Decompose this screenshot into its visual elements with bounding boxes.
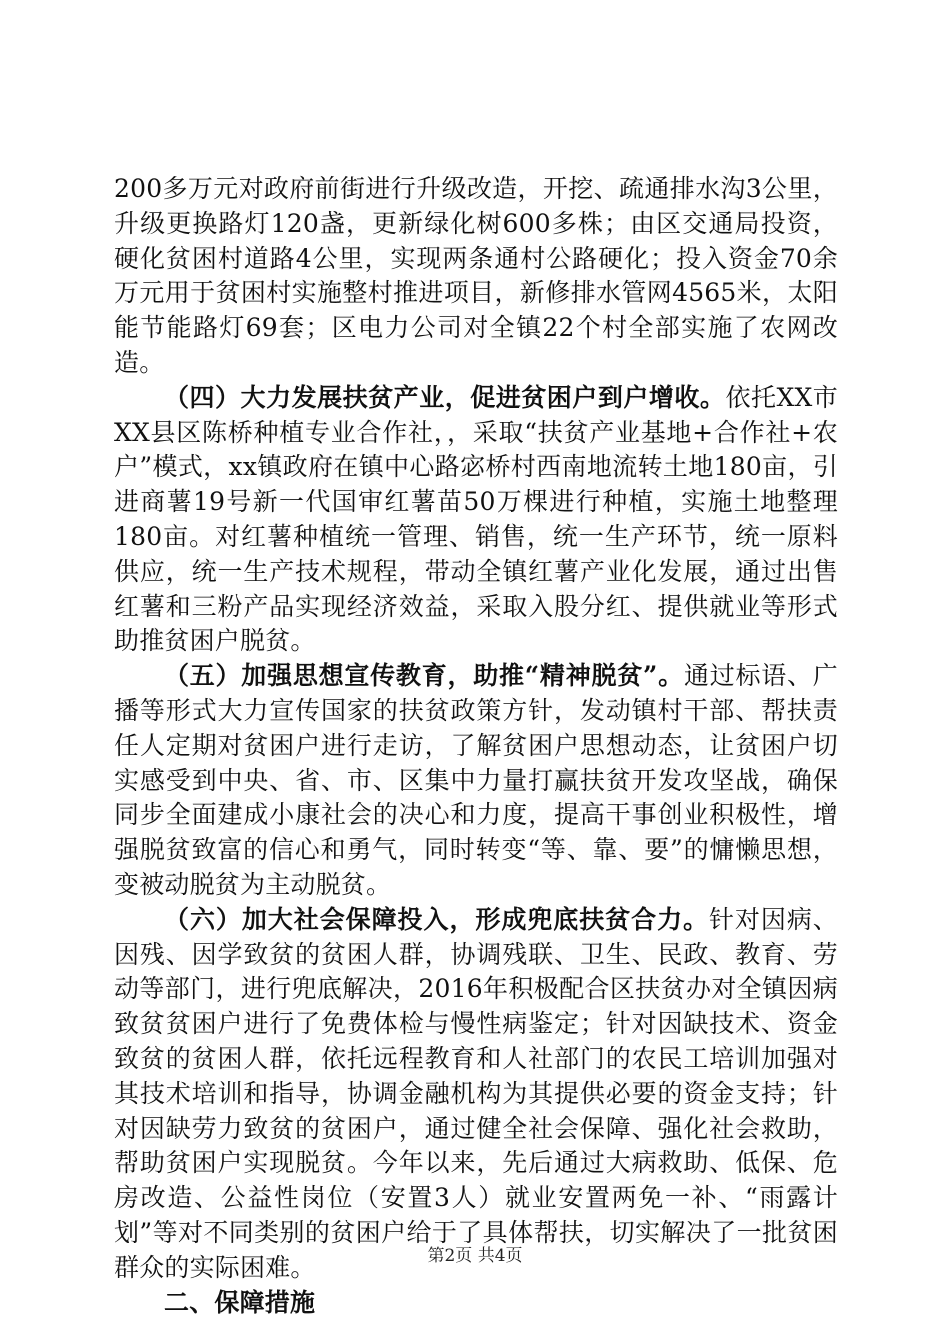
paragraph-social-security bbox=[114, 903, 838, 1286]
paragraph-lead: （四）大力发展扶贫产业，促进贫困户到户增收。 bbox=[164, 382, 726, 412]
paragraph-lead: （五）加强思想宣传教育，助推“精神脱贫”。 bbox=[164, 661, 684, 691]
paragraph-text: 通过标语、广播等形式大力宣传国家的扶贫政策方针，发动镇村干部、帮扶责任人定期对贫困户进行走访，了解贫困户思想动态，让贫困户切实感受到中央、省、市、区集中力量打赢扶贫开发攻坚战，确保同步全面建成小康社会的决心和力度，提高干事创业积极性，增强脱贫致富的信心和勇气，同时转变“等、靠、要”的慵懒思想，变被动脱贫为主动脱贫。 bbox=[114, 661, 839, 899]
paragraph-ideological-education bbox=[114, 659, 838, 903]
paragraph-text: 200多万元对政府前街进行升级改造，开挖、疏通排水沟3公里，升级更换路灯120盏，更新绿化树600多株；由区交通局投资，硬化贫困村道路4公里，实现两条通村公路硬化；投入资金70余万元用于贫困村实施整村推进项目，新修排水管网4565米，太阳能节能路灯69套；区电力公司对全镇22个村全部实施了农网改造。 bbox=[114, 174, 838, 377]
paragraph-poverty-industry bbox=[114, 381, 838, 659]
document-body bbox=[114, 172, 838, 1320]
paragraph-text: 针对因病、因残、因学致贫的贫困人群，协调残联、卫生、民政、教育、劳动等部门，进行兜底解决，2016年积极配合区扶贫办对全镇因病致贫贫困户进行了免费体检与慢性病鉴定；针对因缺技术、资金致贫的贫困人群，依托远程教育和人社部门的农民工培训加强对其技术培训和指导，协调金融机构为其提供必要的资金支持；针对因缺劳力致贫的贫困户，通过健全社会保障、强化社会救助，帮助贫困户实现脱贫。今年以来，先后通过大病救助、低保、危房改造、公益性岗位（安置3人）就业安置两免一补、“雨露计划”等对不同类别的贫困户给于了具体帮扶，切实解决了一批贫困群众的实际困难。 bbox=[114, 904, 838, 1282]
paragraph-infrastructure bbox=[114, 172, 838, 381]
section-heading: 二、保障措施 bbox=[164, 1287, 316, 1317]
page-number-footer: 第2页 共4页 bbox=[427, 1246, 523, 1266]
paragraph-text: 依托XX市XX县区陈桥种植专业合作社，，采取“扶贫产业基地+合作社+农户”模式，xx镇政府在镇中心路宓桥村西南地流转土地180亩，引进商薯19号新一代国审红薯苗50万棵进行种植，实施土地整理180亩。对红薯种植统一管理、销售，统一生产环节，统一原料供应，统一生产技术规程，带动全镇红薯产业化发展，通过出售红薯和三粉产品实现经济效益，采取入股分红、提供就业等形式助推贫困户脱贫。 bbox=[114, 382, 838, 656]
paragraph-lead: （六）加大社会保障投入，形成兜底扶贫合力。 bbox=[164, 904, 709, 934]
